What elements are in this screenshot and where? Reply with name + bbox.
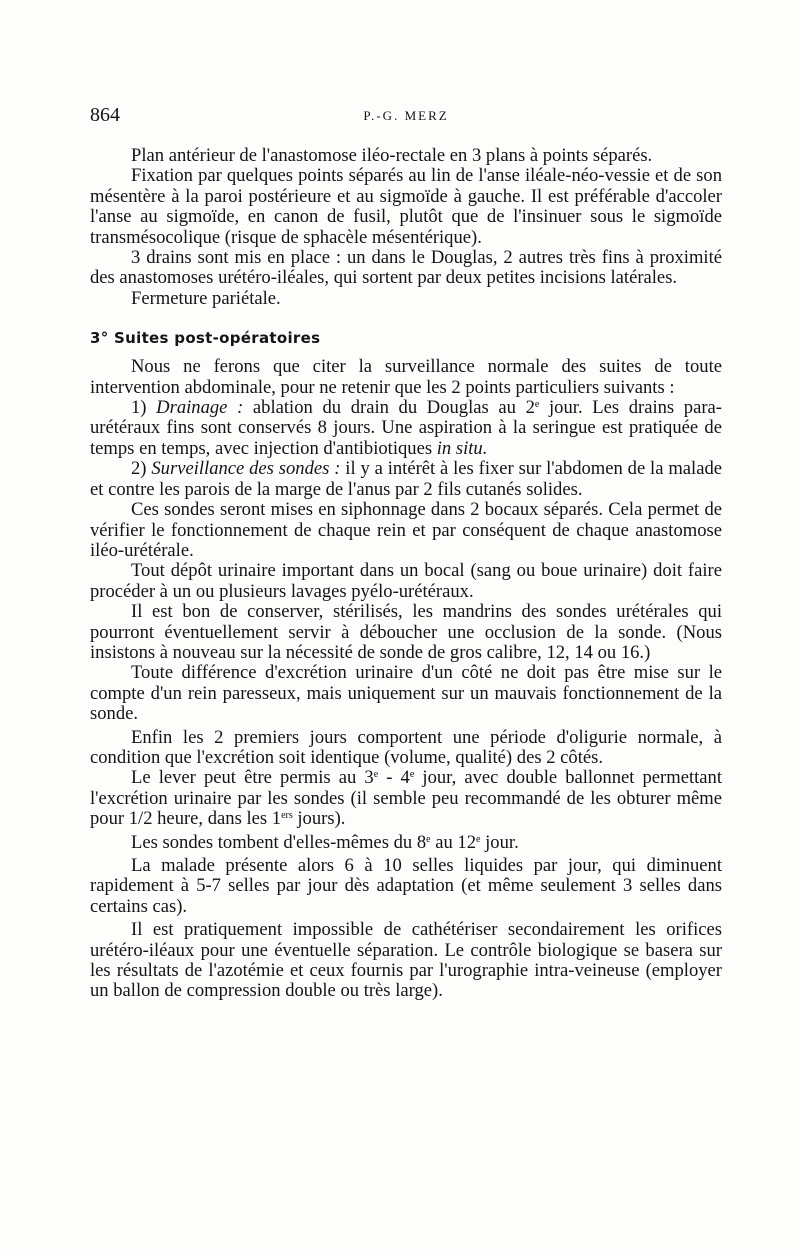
paragraph: 3 drains sont mis en place : un dans le Douglas, 2 autres très fins à proximité des anastomoses urétéro-iléales, qui sortent par deux petites incisions latérales. (90, 247, 722, 289)
paragraph: Plan antérieur de l'anastomose iléo-rectale en 3 plans à points séparés. (131, 145, 653, 166)
section-heading: 3° Suites post-opératoires (90, 329, 321, 348)
paragraph: Fermeture pariétale. (131, 287, 281, 309)
page-body (90, 146, 722, 1002)
paragraph: Toute différence d'excrétion urinaire d'un côté ne doit pas être mise sur le compte d'un rein paresseux, mais uniquement sur un mauvais fonctionnement de la sonde. (90, 662, 722, 725)
list-item-surveillance: 2) Surveillance des sondes : il y a intérêt à les fixer sur l'abdomen de la malade et contre les parois de la marge de l'anus par 2 fils cutanés solides. (90, 458, 723, 500)
paragraph: Le lever peut être permis au 3e - 4e jour, avec double ballonnet permettant l'excrétion urinaire par les sondes (il semble peu recommandé de les obturer même pour 1/2 heure, dans les 1ers jours). (90, 767, 723, 830)
item-number: 1) (131, 397, 147, 419)
page-number: 864 (90, 104, 120, 126)
item-title: Surveillance des sondes : (151, 458, 341, 480)
list-item-drainage: 1) Drainage : ablation du drain du Douglas au 2e jour. Les drains para-urétéraux fins sont conservés 8 jours. Une aspiration à la seringue est pratiquée de temps en temps, avec injection d'antibiotiques in situ. (90, 397, 722, 459)
paragraph: Tout dépôt urinaire important dans un bocal (sang ou boue urinaire) doit faire procéder à un ou plusieurs lavages pyélo-urétéraux. (90, 560, 722, 602)
running-head: P.-G. MERZ (363, 108, 449, 123)
paragraph: Les sondes tombent d'elles-mêmes du 8e au 12e jour. (131, 831, 519, 853)
item-title: Drainage : (156, 397, 244, 419)
paragraph: Nous ne ferons que citer la surveillance normale des suites de toute intervention abdominale, pour ne retenir que les 2 points particuliers suivants : (90, 356, 722, 398)
paragraph: Il est bon de conserver, stérilisés, les mandrins des sondes urétérales qui pourront éventuellement servir à déboucher une occlusion de la sonde. (Nous insistons à nouveau sur la nécessité de sonde de gros calibre, 12, 14 ou 16.) (90, 601, 722, 663)
paragraph: La malade présente alors 6 à 10 selles liquides par jour, qui diminuent rapidement à 5-7 selles par jour dès adaptation (et même seulement 3 selles dans certains cas). (90, 855, 722, 917)
item-number: 2) (131, 458, 147, 480)
paragraph: Enfin les 2 premiers jours comportent une période d'oligurie normale, à condition que l'excrétion soit identique (volume, qualité) des 2 côtés. (90, 726, 722, 768)
paragraph: Fixation par quelques points séparés au lin de l'anse iléale-néo-vessie et de son mésentère à la paroi postérieure et au sigmoïde à gauche. Il est préférable d'accoler l'anse au sigmoïde, en canon de fusil, plutôt que de l'insinuer sous le sigmoïde transmésocolique (risque de sphacèle mésentérique). (90, 165, 722, 248)
page-header (90, 104, 722, 128)
paragraph: Il est pratiquement impossible de cathétériser secondairement les orifices urétéro-iléaux pour une éventuelle séparation. Le contrôle biologique se basera sur les résultats de l'azotémie et ceux fournis par l'urographie intra-veineuse (employer un ballon de compression double ou très large). (90, 919, 722, 1002)
paragraph: Ces sondes seront mises en siphonnage dans 2 bocaux séparés. Cela permet de vérifier le fonctionnement de chaque rein et par conséquent de chaque anastomose iléo-urétérale. (90, 499, 722, 561)
